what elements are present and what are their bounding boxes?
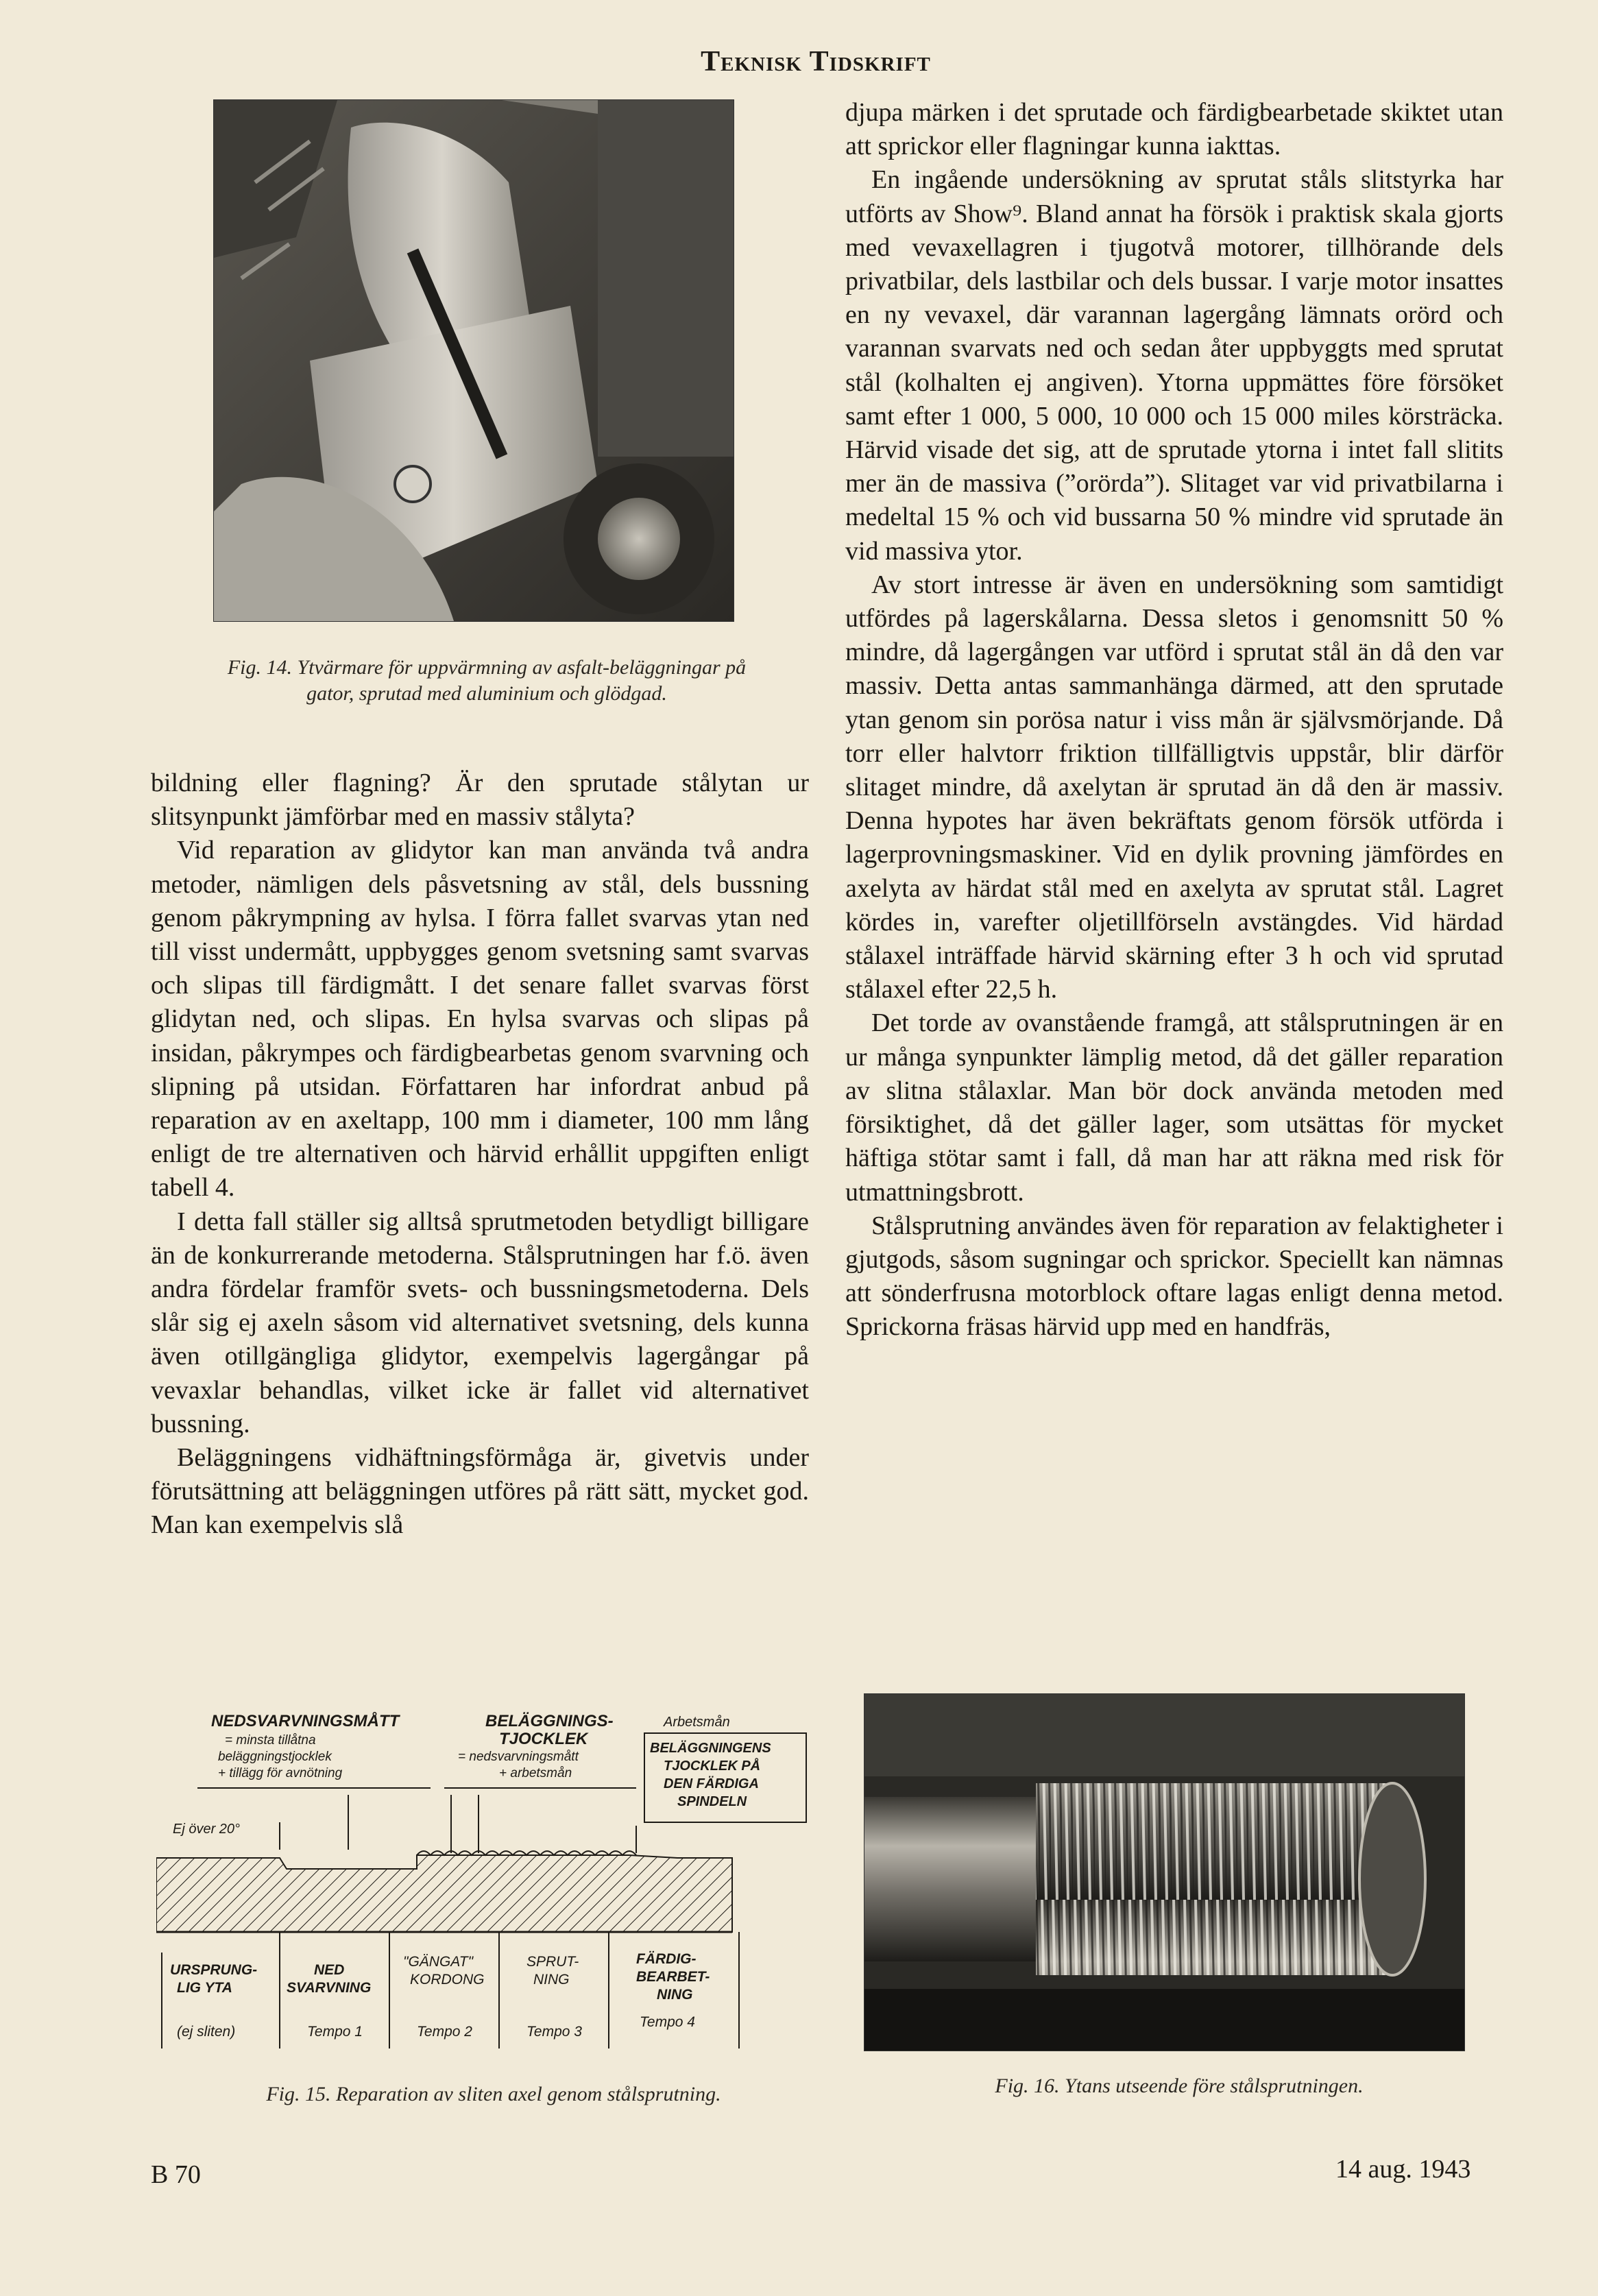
figure-16-caption: Fig. 16. Ytans utseende före stålsprutningen. bbox=[995, 2075, 1364, 2097]
step-label: URSPRUNG- bbox=[170, 1962, 258, 1978]
paragraph: Beläggningens vidhäftningsförmåga är, givetvis under förutsättning att beläggningen utföres på rätt sätt, mycket god. Man kan exempelvis slå bbox=[151, 1443, 809, 1540]
left-text-column bbox=[151, 766, 809, 1543]
step-label: SPRUT- bbox=[526, 1954, 579, 1970]
step-label: Tempo 4 bbox=[640, 2014, 695, 2030]
paragraph: I detta fall ställer sig alltså sprutmetoden betydligt billigare än de konkurrerande metoderna. Stålsprutningen har f.ö. även andra fördelar framför svets- och bussningsmetoderna. Dels slår sig ej axeln såsom vid alternativet svetsning, dels kunna även otillgängliga glidytor, exempelvis lagergångar på vevaxlar behandlas, vilket icke är fallet vid alternativet bussning. bbox=[151, 1207, 809, 1438]
label-nedsvarvning-sub: = minsta tillåtna bbox=[225, 1733, 316, 1748]
figure-14-photo bbox=[213, 99, 734, 622]
step-label: NING bbox=[533, 1972, 570, 1987]
figure-16-photo bbox=[864, 1693, 1465, 2051]
figure-15-diagram bbox=[156, 1706, 814, 2062]
paragraph: Stålsprutning användes även för reparation av felaktigheter i gjutgods, såsom sugningar och sprickor. Speciellt kan nämnas att sönderfrusna motorblock oftare lagas enligt denna metod. Sprickorna fräsas härvid upp med en handfräs, bbox=[845, 1211, 1503, 1342]
shaft-repair-diagram bbox=[156, 1706, 814, 2062]
label-angle: Ej över 20° bbox=[173, 1822, 241, 1837]
step-label: KORDONG bbox=[410, 1972, 485, 1987]
label-belaggning-sub: + arbetsmån bbox=[499, 1766, 572, 1780]
label-nedsvarvning-sub: + tillägg för avnötning bbox=[218, 1766, 343, 1780]
page-folio: B 70 bbox=[151, 2160, 201, 2189]
step-label: BEARBET- bbox=[636, 1969, 710, 1985]
step-label: (ej sliten) bbox=[177, 2024, 236, 2040]
journal-header: Teknisk Tidskrift bbox=[701, 46, 931, 77]
threaded-shaft-illustration bbox=[864, 1694, 1464, 2051]
step-label: FÄRDIG- bbox=[636, 1951, 697, 1967]
paragraph: bildning eller flagning? Är den sprutade stålytan ur slitsynpunkt jämförbar med en massiv stålyta? bbox=[151, 769, 809, 832]
issue-date: 14 aug. 1943 bbox=[1335, 2155, 1471, 2184]
label-nedsvarvning-sub: beläggningstjocklek bbox=[218, 1750, 332, 1764]
right-text-column bbox=[845, 96, 1503, 1344]
label-nedsvarvning: NEDSVARVNINGSMÅTT bbox=[211, 1712, 400, 1730]
paragraph: Det torde av ovanstående framgå, att stålsprutningen är en ur många synpunkter lämplig metod, då det gäller reparation av slitna stålaxlar. Man bör dock använda metoden med försiktighet, då det gäller lager, som utsättas för mycket häftiga stötar samt i fall, då man har att räkna med risk för utmattningsbrott. bbox=[845, 1008, 1503, 1207]
label-arbetsman: Arbetsmån bbox=[664, 1715, 730, 1730]
paragraph: En ingående undersökning av sprutat ståls slitstyrka har utförts av Show⁹. Bland annat ha försök i praktisk skala gjorts med vevaxellagren i tjugotvå motorer, tillhörande dels privatbilar, dels lastbilar och dels bussar. I varje motor insattes en ny vevaxel, där varannan lagergång lämnats orörd och varannan svarvats ned och sedan åter uppbyggts med sprutat stål (kolhalten ej angiven). Ytorna uppmättes före försöket samt efter 1 000, 5 000, 10 000 och 15 000 miles körsträcka. Härvid visade det sig, att de sprutade ytorna i intet fall slitits mer än de massiva (”orörda”). Slitaget var vid privatbilarna i medeltal 15 % och vid bussarna 50 % mindre vid sprutade än vid massiva ytor. bbox=[845, 165, 1503, 566]
label-belaggning: TJOCKLEK bbox=[499, 1730, 588, 1748]
label-belaggning: BELÄGGNINGS- bbox=[485, 1712, 614, 1730]
paragraph: Av stort intresse är även en undersökning som samtidigt utfördes på lagerskålarna. Dessa sletos i genomsnitt 50 % mindre, då lagergången var utförd i sprutat stål än då den var massiv. Detta antas sammanhänga därmed, att den sprutade ytan genom sin porösa natur i viss mån är självsmörjande. Då torr eller halvtorr friktion tillfälligtvis uppstår, blir därför slitaget mindre, då axelytan är sprutad än då den är massiv. Denna hypotes har även bekräftats genom försök utförda i lagerprovningsmaskiner. Vid en dylik provning jämfördes en axelyta av härdat stål med en axelyta av sprutat stål. Lagret kördes in, varefter oljetillförseln avstängdes. Vid härdad stålaxel inträffade härvid skärning efter 3 h och vid sprutad stålaxel efter 22,5 h. bbox=[845, 570, 1503, 1004]
label-fardiga: TJOCKLEK PÅ bbox=[664, 1759, 761, 1774]
step-label: LIG YTA bbox=[177, 1980, 232, 1996]
paragraph: Vid reparation av glidytor kan man använda två andra metoder, nämligen dels påsvetsning av stål, dels bussning genom påkrympning av hylsa. I förra fallet svarvas ytan ned till visst undermått, uppbygges genom svetsning samt svarvas och slipas till färdigmått. I det senare fallet svarvas först glidytan ned, och slipas. En hylsa svarvas och slipas på insidan, påkrympes och färdigbearbetas genom svarvning och slipning på utsidan. Författaren har infordrat anbud på reparation av en axeltapp, 100 mm i diameter, 100 mm lång enligt de tre alternativen och härvid erhållit uppgiften enligt tabell 4. bbox=[151, 836, 809, 1203]
step-label: Tempo 3 bbox=[526, 2024, 582, 2040]
step-label: "GÄNGAT" bbox=[403, 1954, 474, 1970]
figure-14-caption: Fig. 14. Ytvärmare för uppvärmning av asfalt-beläggningar på gator, sprutad med aluminium och glödgad. bbox=[227, 656, 747, 705]
paragraph: djupa märken i det sprutade och färdigbearbetade skiktet utan att sprickor eller flagningar kunna iakttas. bbox=[845, 98, 1503, 161]
step-label: NING bbox=[657, 1987, 693, 2003]
heater-photo-illustration bbox=[214, 100, 734, 621]
label-fardiga: DEN FÄRDIGA bbox=[664, 1776, 759, 1791]
step-label: SVARVNING bbox=[287, 1980, 372, 1996]
step-label: Tempo 1 bbox=[307, 2024, 363, 2040]
step-label: NED bbox=[314, 1962, 345, 1978]
label-belaggning-sub: = nedsvarvningsmått bbox=[458, 1750, 579, 1764]
label-fardiga: BELÄGGNINGENS bbox=[650, 1741, 771, 1756]
step-label: Tempo 2 bbox=[417, 2024, 472, 2040]
figure-15-caption: Fig. 15. Reparation av sliten axel genom stålsprutning. bbox=[266, 2083, 721, 2105]
label-fardiga: SPINDELN bbox=[677, 1794, 747, 1809]
